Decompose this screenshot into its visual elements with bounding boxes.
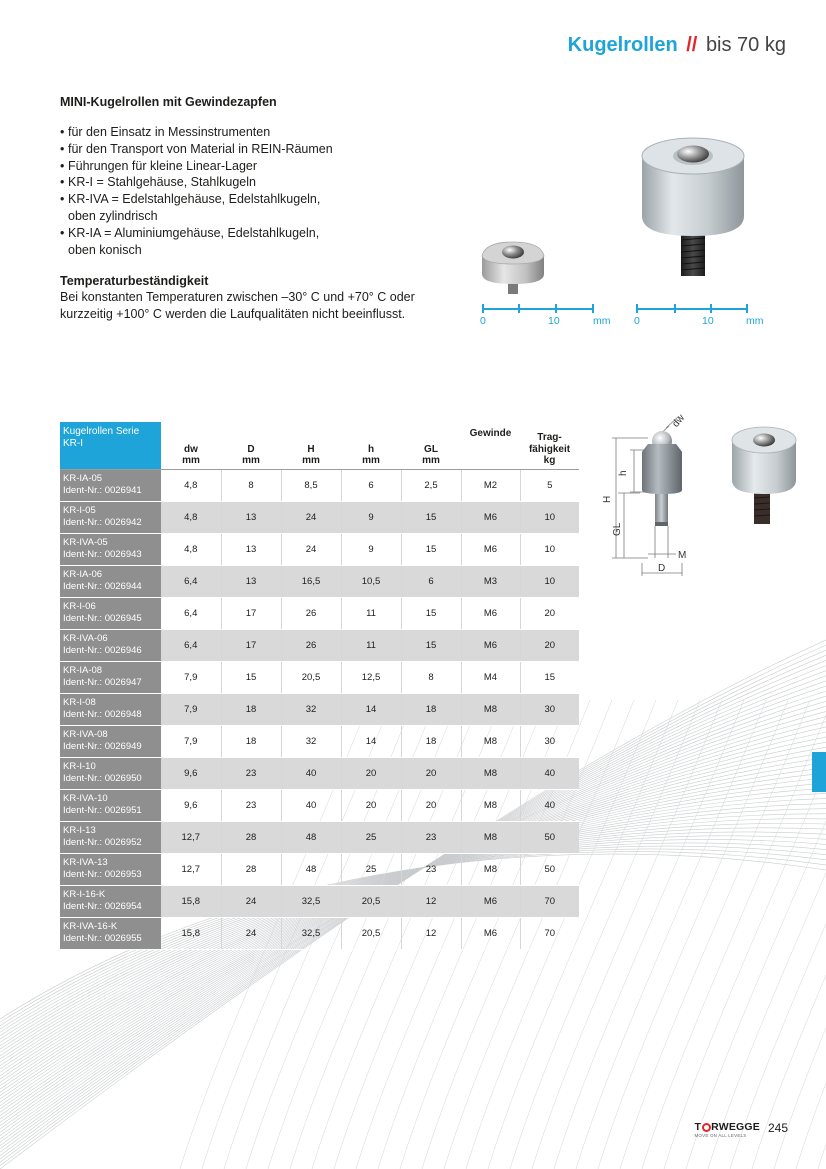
- ident-number: Ident-Nr.: 0026947: [63, 677, 142, 688]
- feature-item: • KR-IVA = Edelstahlgehäuse, Edelstahlkugeln, oben zylindrisch: [60, 191, 420, 225]
- cell-gl: 20: [401, 757, 461, 789]
- cell-tragfaehigkeit: 20: [520, 597, 579, 629]
- cell-h: 12,5: [341, 661, 401, 693]
- cell-gl: 18: [401, 725, 461, 757]
- cell-dw: 12,7: [161, 821, 221, 853]
- dim-label-m: M: [678, 550, 687, 561]
- cell-h: 9: [341, 533, 401, 565]
- table-row: [60, 661, 579, 693]
- header-subtitle: bis 70 kg: [705, 34, 786, 56]
- cell-dw: 6,4: [161, 597, 221, 629]
- table-row: [60, 501, 579, 533]
- product-type: KR-I-13: [63, 825, 96, 836]
- cell-h-total: 26: [281, 629, 341, 661]
- cell-tragfaehigkeit: 50: [520, 821, 579, 853]
- cell-h: 20: [341, 757, 401, 789]
- cell-gl: 15: [401, 597, 461, 629]
- cell-d: 13: [221, 565, 281, 597]
- cell-tragfaehigkeit: 10: [520, 501, 579, 533]
- product-type: KR-I-10: [63, 761, 96, 772]
- cell-h-total: 48: [281, 853, 341, 885]
- scale-bar-small: [482, 302, 617, 332]
- table-row: [60, 533, 579, 565]
- column-header-d: D mm: [221, 422, 281, 469]
- cell-h: 11: [341, 629, 401, 661]
- product-type: KR-I-05: [63, 505, 96, 516]
- cell-tragfaehigkeit: 10: [520, 533, 579, 565]
- feature-item: • KR-IA = Aluminiumgehäuse, Edelstahlkugeln, oben konisch: [60, 225, 420, 259]
- dim-label-h: h: [618, 470, 629, 476]
- cell-h-total: 32,5: [281, 917, 341, 949]
- cell-h: 20,5: [341, 917, 401, 949]
- cell-h: 9: [341, 501, 401, 533]
- cell-gl: 8: [401, 661, 461, 693]
- specification-table: [60, 422, 579, 950]
- temperature-text: Bei konstanten Temperaturen zwischen –30° C und +70° C oder kurzzeitig +100° C werden die Laufqualitäten nicht beeinflusst.: [60, 290, 415, 321]
- column-header-h-total: H mm: [281, 422, 341, 469]
- cell-tragfaehigkeit: 5: [520, 469, 579, 501]
- cell-h-total: 32,5: [281, 885, 341, 917]
- table-header-row: [60, 422, 579, 469]
- cell-gl: 15: [401, 533, 461, 565]
- cell-dw: 9,6: [161, 789, 221, 821]
- table-row: [60, 725, 579, 757]
- cell-h: 10,5: [341, 565, 401, 597]
- table-row: [60, 469, 579, 501]
- cell-gewinde: M3: [461, 565, 520, 597]
- feature-list: [60, 124, 420, 258]
- cell-h-total: 8,5: [281, 469, 341, 501]
- product-name-cell: [60, 789, 161, 821]
- cell-tragfaehigkeit: 50: [520, 853, 579, 885]
- product-type: KR-IVA-16-K: [63, 921, 118, 932]
- cell-h: 6: [341, 469, 401, 501]
- ident-number: Ident-Nr.: 0026948: [63, 709, 142, 720]
- product-type: KR-IA-08: [63, 665, 103, 676]
- cell-d: 28: [221, 853, 281, 885]
- scale-unit-label: mm: [746, 315, 764, 327]
- series-header: Kugelrollen Serie KR-I: [60, 422, 161, 469]
- product-name-cell: [60, 885, 161, 917]
- product-type: KR-IA-06: [63, 569, 103, 580]
- product-name-cell: [60, 821, 161, 853]
- cell-h-total: 32: [281, 725, 341, 757]
- cell-gewinde: M6: [461, 885, 520, 917]
- product-name-cell: [60, 469, 161, 501]
- cell-gewinde: M8: [461, 789, 520, 821]
- cell-dw: 15,8: [161, 917, 221, 949]
- scale-ten-label: 10: [702, 315, 714, 327]
- ident-number: Ident-Nr.: 0026942: [63, 517, 142, 528]
- dim-label-h-total: H: [602, 495, 613, 503]
- drawing-product-image: [726, 420, 802, 528]
- product-type: KR-IVA-13: [63, 857, 108, 868]
- feature-item: • KR-I = Stahlgehäuse, Stahlkugeln: [60, 174, 420, 191]
- cell-d: 15: [221, 661, 281, 693]
- ident-number: Ident-Nr.: 0026954: [63, 901, 142, 912]
- cell-d: 24: [221, 917, 281, 949]
- cell-gewinde: M6: [461, 501, 520, 533]
- cell-h: 20,5: [341, 885, 401, 917]
- cell-dw: 9,6: [161, 757, 221, 789]
- table-row: [60, 853, 579, 885]
- scale-zero-label: 0: [480, 315, 486, 327]
- cell-gewinde: M8: [461, 725, 520, 757]
- cell-dw: 4,8: [161, 469, 221, 501]
- ident-number: Ident-Nr.: 0026955: [63, 933, 142, 944]
- product-name-cell: [60, 725, 161, 757]
- table-row: [60, 757, 579, 789]
- dim-label-gl: GL: [612, 522, 623, 536]
- ident-number: Ident-Nr.: 0026946: [63, 645, 142, 656]
- table-body: [60, 469, 579, 949]
- cell-d: 17: [221, 629, 281, 661]
- cell-tragfaehigkeit: 70: [520, 885, 579, 917]
- cell-d: 23: [221, 757, 281, 789]
- cell-dw: 6,4: [161, 565, 221, 597]
- column-header-h: h mm: [341, 422, 401, 469]
- cell-h-total: 26: [281, 597, 341, 629]
- intro-title: MINI-Kugelrollen mit Gewindezapfen: [60, 95, 277, 109]
- cell-d: 18: [221, 725, 281, 757]
- cell-d: 17: [221, 597, 281, 629]
- product-type: KR-I-08: [63, 697, 96, 708]
- intro-section: [60, 95, 420, 322]
- cell-dw: 6,4: [161, 629, 221, 661]
- feature-item: • für den Einsatz in Messinstrumenten: [60, 124, 420, 141]
- cell-tragfaehigkeit: 15: [520, 661, 579, 693]
- cell-dw: 12,7: [161, 853, 221, 885]
- table-row: [60, 885, 579, 917]
- table-row: [60, 693, 579, 725]
- cell-d: 18: [221, 693, 281, 725]
- product-type: KR-IVA-08: [63, 729, 108, 740]
- cell-h-total: 48: [281, 821, 341, 853]
- cell-h: 25: [341, 853, 401, 885]
- cell-gl: 12: [401, 885, 461, 917]
- page-footer: [694, 1122, 788, 1139]
- ident-number: Ident-Nr.: 0026950: [63, 773, 142, 784]
- cell-tragfaehigkeit: 40: [520, 757, 579, 789]
- cell-gl: 15: [401, 629, 461, 661]
- cell-gewinde: M6: [461, 917, 520, 949]
- product-name-cell: [60, 661, 161, 693]
- scale-unit-label: mm: [593, 315, 611, 327]
- dim-label-d: D: [658, 563, 666, 574]
- ident-number: Ident-Nr.: 0026949: [63, 741, 142, 752]
- cell-h-total: 40: [281, 757, 341, 789]
- cell-h: 11: [341, 597, 401, 629]
- cell-tragfaehigkeit: 70: [520, 917, 579, 949]
- product-type: KR-IVA-10: [63, 793, 108, 804]
- scale-ten-label: 10: [548, 315, 560, 327]
- cell-gl: 18: [401, 693, 461, 725]
- cell-d: 13: [221, 501, 281, 533]
- cell-dw: 7,9: [161, 661, 221, 693]
- column-header-dw: dw mm: [161, 422, 221, 469]
- cell-gl: 2,5: [401, 469, 461, 501]
- header-separator: //: [686, 34, 698, 56]
- cell-dw: 4,8: [161, 533, 221, 565]
- cell-d: 24: [221, 885, 281, 917]
- small-ball-roller-image: [476, 236, 552, 302]
- cell-h-total: 40: [281, 789, 341, 821]
- cell-h-total: 24: [281, 533, 341, 565]
- feature-item: • für den Transport von Material in REIN-Räumen: [60, 141, 420, 158]
- cell-h: 14: [341, 725, 401, 757]
- cell-gewinde: M8: [461, 693, 520, 725]
- table-row: [60, 917, 579, 949]
- ident-number: Ident-Nr.: 0026943: [63, 549, 142, 560]
- cell-gewinde: M6: [461, 629, 520, 661]
- header-keyword: Kugelrollen: [567, 34, 678, 56]
- cell-d: 13: [221, 533, 281, 565]
- product-name-cell: [60, 597, 161, 629]
- scale-bar-large: [636, 302, 771, 332]
- cell-dw: 4,8: [161, 501, 221, 533]
- dim-label-dw: dw: [670, 412, 688, 430]
- logo-ring-icon: [702, 1123, 711, 1132]
- product-type: KR-I-06: [63, 601, 96, 612]
- chapter-tab: [812, 752, 826, 792]
- ident-number: Ident-Nr.: 0026944: [63, 581, 142, 592]
- table-row: [60, 629, 579, 661]
- product-name-cell: [60, 757, 161, 789]
- page-header: [568, 34, 786, 57]
- cell-gl: 23: [401, 821, 461, 853]
- cell-d: 8: [221, 469, 281, 501]
- cell-h-total: 16,5: [281, 565, 341, 597]
- product-type: KR-IVA-06: [63, 633, 108, 644]
- cell-h-total: 32: [281, 693, 341, 725]
- column-header-gewinde: Gewinde: [461, 422, 520, 469]
- product-name-cell: [60, 501, 161, 533]
- cell-gewinde: M2: [461, 469, 520, 501]
- cell-gewinde: M8: [461, 853, 520, 885]
- ident-number: Ident-Nr.: 0026952: [63, 837, 142, 848]
- cell-h-total: 20,5: [281, 661, 341, 693]
- cell-gl: 20: [401, 789, 461, 821]
- cell-dw: 7,9: [161, 693, 221, 725]
- brand-tagline: MOVE ON ALL LEVELS: [694, 1133, 747, 1138]
- page-number: 245: [767, 1121, 788, 1135]
- cell-gewinde: M8: [461, 821, 520, 853]
- product-type: KR-IA-05: [63, 473, 103, 484]
- product-name-cell: [60, 693, 161, 725]
- cell-tragfaehigkeit: 30: [520, 725, 579, 757]
- cell-tragfaehigkeit: 40: [520, 789, 579, 821]
- large-ball-roller-image: [638, 134, 748, 284]
- cell-dw: 7,9: [161, 725, 221, 757]
- cell-h: 14: [341, 693, 401, 725]
- cell-gewinde: M6: [461, 597, 520, 629]
- product-name-cell: [60, 629, 161, 661]
- product-name-cell: [60, 853, 161, 885]
- cell-d: 23: [221, 789, 281, 821]
- product-type: KR-IVA-05: [63, 537, 108, 548]
- cell-gewinde: M8: [461, 757, 520, 789]
- table-row: [60, 821, 579, 853]
- product-name-cell: [60, 565, 161, 597]
- product-name-cell: [60, 533, 161, 565]
- product-name-cell: [60, 917, 161, 949]
- cell-d: 28: [221, 821, 281, 853]
- cell-gl: 12: [401, 917, 461, 949]
- table-row: [60, 789, 579, 821]
- cell-gl: 23: [401, 853, 461, 885]
- ident-number: Ident-Nr.: 0026951: [63, 805, 142, 816]
- cell-gl: 6: [401, 565, 461, 597]
- ident-number: Ident-Nr.: 0026941: [63, 485, 142, 496]
- ident-number: Ident-Nr.: 0026953: [63, 869, 142, 880]
- cell-h: 25: [341, 821, 401, 853]
- table-row: [60, 565, 579, 597]
- cell-h-total: 24: [281, 501, 341, 533]
- cell-gewinde: M6: [461, 533, 520, 565]
- cell-dw: 15,8: [161, 885, 221, 917]
- table-row: [60, 597, 579, 629]
- column-header-tragfaehigkeit: Trag- fähigkeit kg: [520, 422, 579, 469]
- product-type: KR-I-16-K: [63, 889, 106, 900]
- scale-zero-label: 0: [634, 315, 640, 327]
- feature-item: • Führungen für kleine Linear-Lager: [60, 158, 420, 175]
- column-header-gl: GL mm: [401, 422, 461, 469]
- cell-h: 20: [341, 789, 401, 821]
- temperature-heading: Temperaturbeständigkeit: [60, 274, 209, 289]
- cell-gl: 15: [401, 501, 461, 533]
- cell-tragfaehigkeit: 20: [520, 629, 579, 661]
- cell-gewinde: M4: [461, 661, 520, 693]
- brand-logo: T RWEGGE MOVE ON ALL LEVELS: [694, 1121, 760, 1138]
- ident-number: Ident-Nr.: 0026945: [63, 613, 142, 624]
- cell-tragfaehigkeit: 30: [520, 693, 579, 725]
- cell-tragfaehigkeit: 10: [520, 565, 579, 597]
